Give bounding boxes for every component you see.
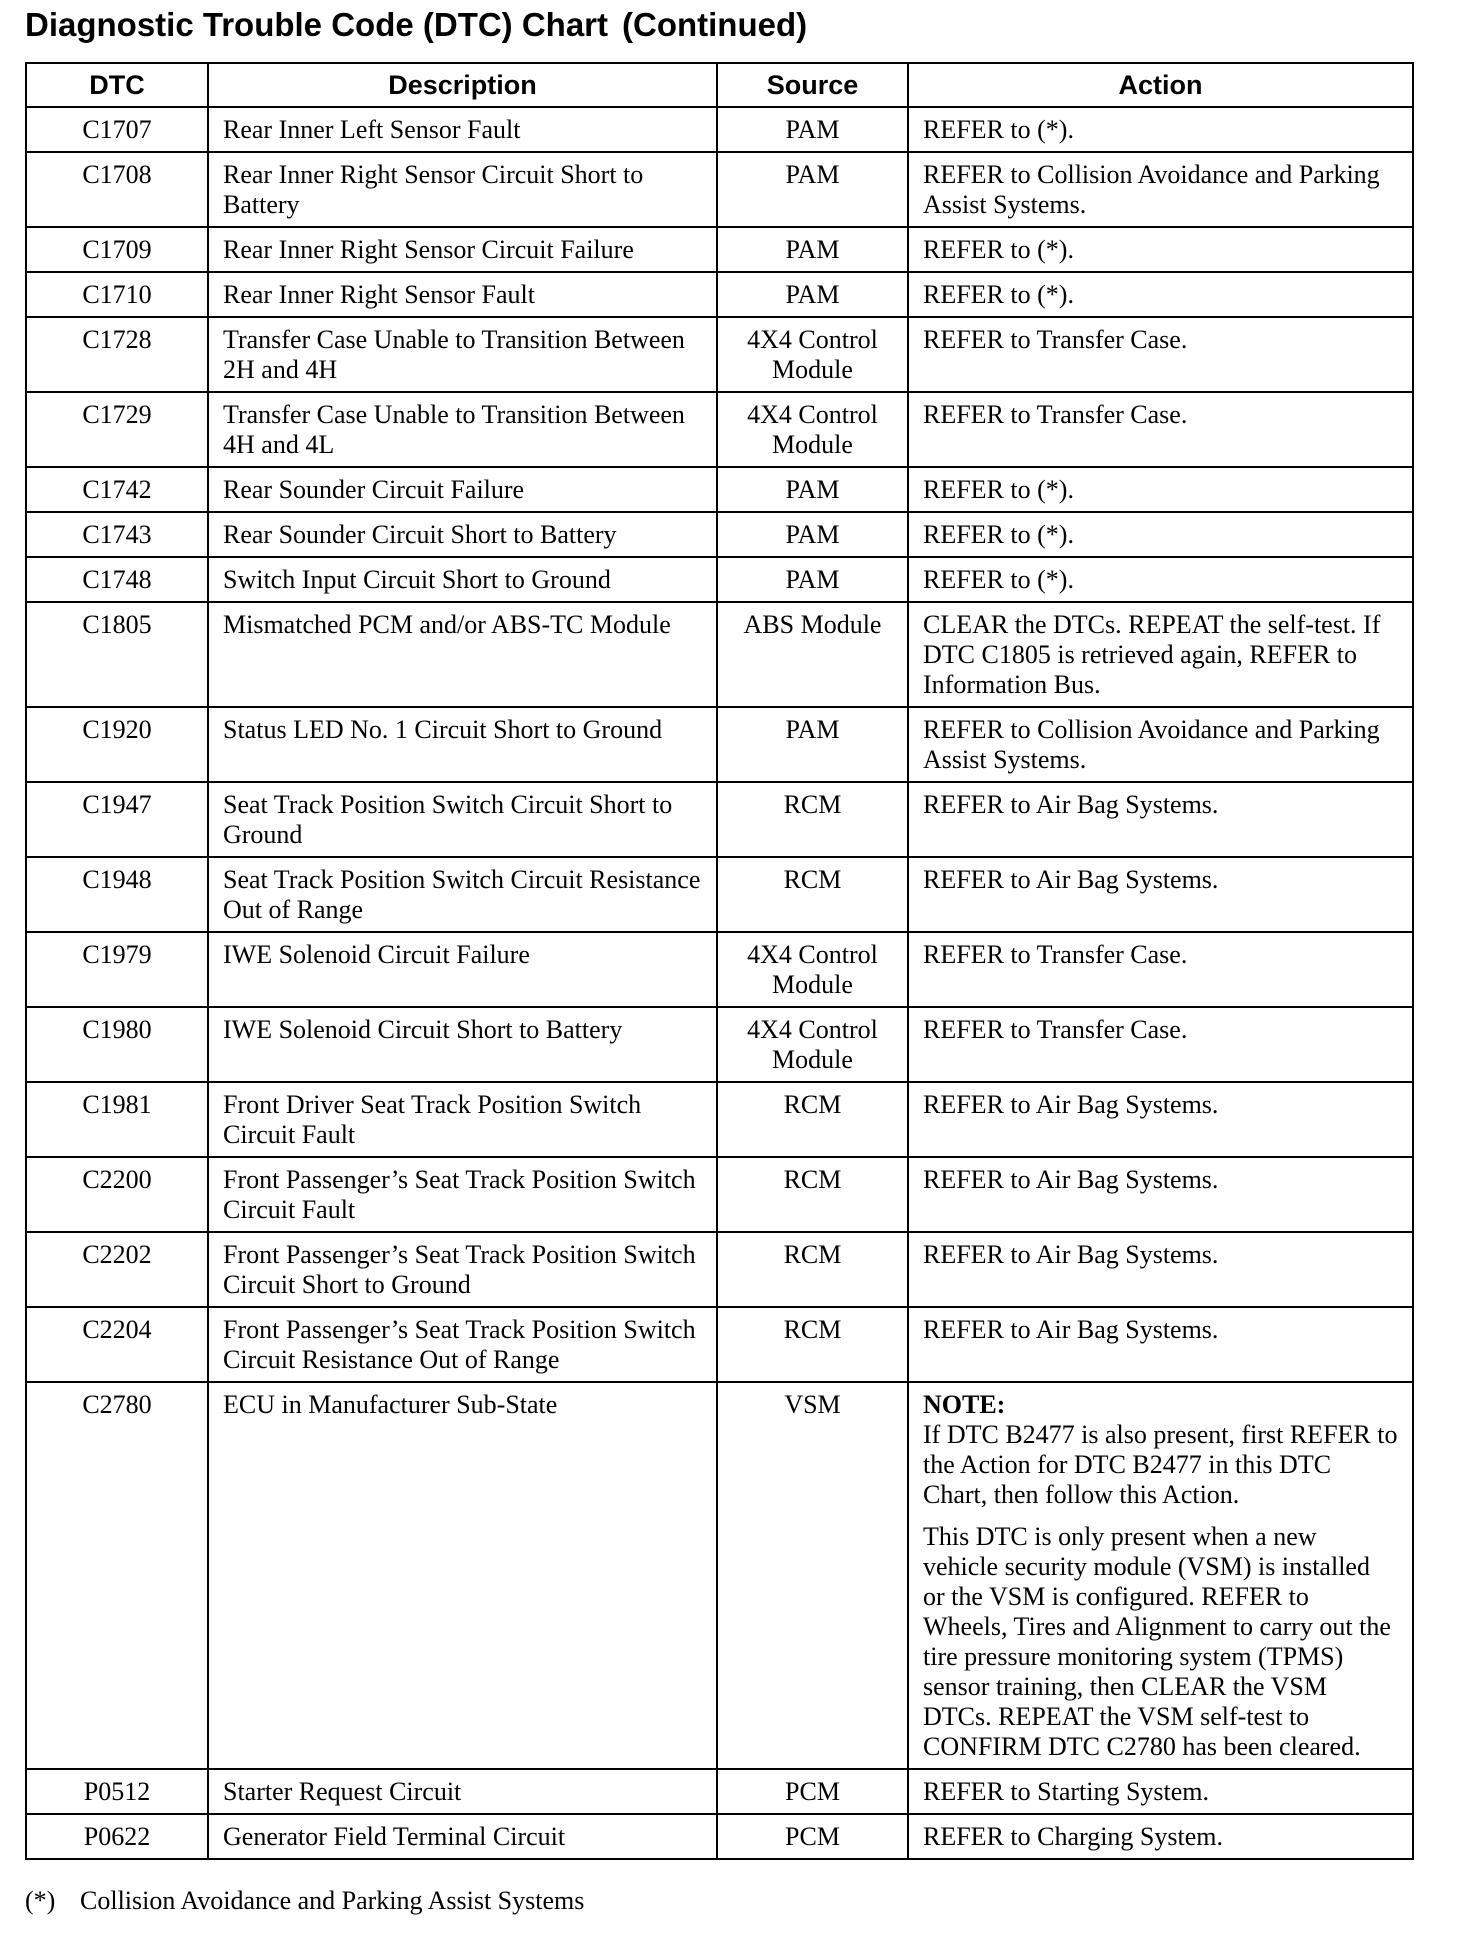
dtc-source: 4X4 Control Module (717, 1007, 908, 1082)
dtc-source: 4X4 Control Module (717, 392, 908, 467)
dtc-code: P0512 (26, 1769, 208, 1814)
dtc-source: RCM (717, 782, 908, 857)
action-paragraph: REFER to Air Bag Systems. (923, 790, 1219, 819)
table-row (26, 557, 1413, 602)
dtc-code: C2202 (26, 1232, 208, 1307)
action-paragraph: This DTC is only present when a new vehicle security module (VSM) is installed or the VSM is configured. REFER to Wheels, Tires and Alignment to carry out the tire pressure monitoring system (TPMS) sensor training, then CLEAR the VSM DTCs. REPEAT the VSM self-test to CONFIRM DTC C2780 has been cleared. (923, 1522, 1391, 1761)
action-paragraph: REFER to Air Bag Systems. (923, 1240, 1219, 1269)
header-description: Description (208, 63, 717, 107)
table-row (26, 857, 1413, 932)
table-row (26, 1007, 1413, 1082)
dtc-code: C1728 (26, 317, 208, 392)
table-row (26, 392, 1413, 467)
dtc-description: Rear Sounder Circuit Short to Battery (208, 512, 717, 557)
dtc-action (908, 1232, 1413, 1307)
dtc-source: RCM (717, 1232, 908, 1307)
dtc-action (908, 932, 1413, 1007)
dtc-description: Rear Inner Right Sensor Circuit Failure (208, 227, 717, 272)
dtc-action (908, 272, 1413, 317)
dtc-action (908, 467, 1413, 512)
dtc-code: C1981 (26, 1082, 208, 1157)
dtc-source: PCM (717, 1814, 908, 1859)
action-paragraph: REFER to Transfer Case. (923, 400, 1188, 429)
dtc-action (908, 152, 1413, 227)
dtc-source: PAM (717, 557, 908, 602)
table-row (26, 1232, 1413, 1307)
dtc-description: Front Passenger’s Seat Track Position Switch Circuit Resistance Out of Range (208, 1307, 717, 1382)
action-paragraph: REFER to Starting System. (923, 1777, 1210, 1806)
action-paragraph: REFER to Transfer Case. (923, 325, 1188, 354)
dtc-source: PAM (717, 707, 908, 782)
dtc-description: Status LED No. 1 Circuit Short to Ground (208, 707, 717, 782)
dtc-code: C1980 (26, 1007, 208, 1082)
dtc-description: Mismatched PCM and/or ABS-TC Module (208, 602, 717, 707)
dtc-source: RCM (717, 1307, 908, 1382)
dtc-source: VSM (717, 1382, 908, 1769)
dtc-action (908, 557, 1413, 602)
table-body (26, 107, 1413, 1859)
dtc-source: PAM (717, 107, 908, 152)
dtc-description: Rear Inner Right Sensor Circuit Short to Battery (208, 152, 717, 227)
table-row (26, 1382, 1413, 1769)
dtc-source: RCM (717, 1157, 908, 1232)
dtc-action (908, 707, 1413, 782)
dtc-source: PAM (717, 512, 908, 557)
dtc-source: PAM (717, 467, 908, 512)
dtc-description: Generator Field Terminal Circuit (208, 1814, 717, 1859)
header-source: Source (717, 63, 908, 107)
action-paragraph: REFER to Transfer Case. (923, 1015, 1188, 1044)
dtc-code: C1710 (26, 272, 208, 317)
table-row (26, 227, 1413, 272)
action-paragraph: REFER to Air Bag Systems. (923, 1090, 1219, 1119)
dtc-description: Rear Sounder Circuit Failure (208, 467, 717, 512)
dtc-source: PAM (717, 152, 908, 227)
dtc-code: C1805 (26, 602, 208, 707)
dtc-source: PAM (717, 272, 908, 317)
action-paragraph: REFER to Collision Avoidance and Parking Assist Systems. (923, 715, 1380, 774)
table-row (26, 1157, 1413, 1232)
dtc-description: Seat Track Position Switch Circuit Resistance Out of Range (208, 857, 717, 932)
dtc-description: Rear Inner Left Sensor Fault (208, 107, 717, 152)
action-paragraph: REFER to Air Bag Systems. (923, 865, 1219, 894)
footnote-marker: (*) (25, 1886, 56, 1915)
dtc-action (908, 1307, 1413, 1382)
action-paragraph: REFER to (*). (923, 565, 1074, 594)
dtc-code: C2200 (26, 1157, 208, 1232)
dtc-description: Starter Request Circuit (208, 1769, 717, 1814)
dtc-code: C1743 (26, 512, 208, 557)
note-label: NOTE: (923, 1390, 1006, 1419)
dtc-action (908, 1157, 1413, 1232)
dtc-source: 4X4 Control Module (717, 317, 908, 392)
action-paragraph: REFER to (*). (923, 115, 1074, 144)
table-row (26, 152, 1413, 227)
dtc-action (908, 1814, 1413, 1859)
action-paragraph: If DTC B2477 is also present, first REFER to the Action for DTC B2477 in this DTC Chart, then follow this Action. (923, 1420, 1398, 1509)
title-suffix: (Continued) (622, 6, 808, 43)
table-row (26, 1307, 1413, 1382)
dtc-action (908, 512, 1413, 557)
table-row (26, 272, 1413, 317)
dtc-source: RCM (717, 857, 908, 932)
dtc-description: Front Driver Seat Track Position Switch Circuit Fault (208, 1082, 717, 1157)
dtc-table (25, 62, 1414, 1860)
dtc-code: C1729 (26, 392, 208, 467)
dtc-code: C1947 (26, 782, 208, 857)
dtc-code: C2204 (26, 1307, 208, 1382)
table-row (26, 1769, 1413, 1814)
table-row (26, 512, 1413, 557)
table-row (26, 467, 1413, 512)
action-paragraph: REFER to Transfer Case. (923, 940, 1188, 969)
table-row (26, 1082, 1413, 1157)
dtc-source: PCM (717, 1769, 908, 1814)
dtc-description: Front Passenger’s Seat Track Position Switch Circuit Short to Ground (208, 1232, 717, 1307)
dtc-action (908, 782, 1413, 857)
dtc-code: C1742 (26, 467, 208, 512)
dtc-description: Transfer Case Unable to Transition Between 2H and 4H (208, 317, 717, 392)
action-paragraph: REFER to (*). (923, 520, 1074, 549)
title-text: Diagnostic Trouble Code (DTC) Chart (25, 6, 609, 43)
dtc-source: 4X4 Control Module (717, 932, 908, 1007)
dtc-description: ECU in Manufacturer Sub-State (208, 1382, 717, 1769)
dtc-action (908, 107, 1413, 152)
dtc-code: C1920 (26, 707, 208, 782)
action-paragraph: REFER to Charging System. (923, 1822, 1223, 1851)
action-paragraph: REFER to Collision Avoidance and Parking Assist Systems. (923, 160, 1380, 219)
dtc-action (908, 1769, 1413, 1814)
dtc-action (908, 1007, 1413, 1082)
footnote-text: Collision Avoidance and Parking Assist Systems (80, 1886, 585, 1915)
dtc-action (908, 1382, 1413, 1769)
dtc-code: C1948 (26, 857, 208, 932)
page-title (25, 6, 807, 44)
action-paragraph: REFER to (*). (923, 475, 1074, 504)
dtc-action (908, 857, 1413, 932)
table-row (26, 707, 1413, 782)
header-action: Action (908, 63, 1413, 107)
dtc-description: IWE Solenoid Circuit Failure (208, 932, 717, 1007)
dtc-code: C1708 (26, 152, 208, 227)
table-row (26, 602, 1413, 707)
dtc-description: Switch Input Circuit Short to Ground (208, 557, 717, 602)
action-paragraph: CLEAR the DTCs. REPEAT the self-test. If DTC C1805 is retrieved again, REFER to Information Bus. (923, 610, 1381, 699)
dtc-action (908, 1082, 1413, 1157)
table-row (26, 107, 1413, 152)
dtc-description: Front Passenger’s Seat Track Position Switch Circuit Fault (208, 1157, 717, 1232)
table-row (26, 317, 1413, 392)
header-dtc: DTC (26, 63, 208, 107)
dtc-action (908, 227, 1413, 272)
action-paragraph: REFER to (*). (923, 235, 1074, 264)
dtc-action (908, 317, 1413, 392)
dtc-description: Seat Track Position Switch Circuit Short to Ground (208, 782, 717, 857)
dtc-code: P0622 (26, 1814, 208, 1859)
table-row (26, 1814, 1413, 1859)
dtc-description: Transfer Case Unable to Transition Between 4H and 4L (208, 392, 717, 467)
dtc-action (908, 392, 1413, 467)
dtc-code: C1707 (26, 107, 208, 152)
dtc-code: C1979 (26, 932, 208, 1007)
action-paragraph: REFER to Air Bag Systems. (923, 1315, 1219, 1344)
dtc-code: C1709 (26, 227, 208, 272)
dtc-source: PAM (717, 227, 908, 272)
dtc-code: C1748 (26, 557, 208, 602)
dtc-code: C2780 (26, 1382, 208, 1769)
footnote (25, 1886, 584, 1916)
table-row (26, 932, 1413, 1007)
action-paragraph: REFER to Air Bag Systems. (923, 1165, 1219, 1194)
dtc-description: IWE Solenoid Circuit Short to Battery (208, 1007, 717, 1082)
action-paragraph: REFER to (*). (923, 280, 1074, 309)
dtc-source: RCM (717, 1082, 908, 1157)
dtc-source: ABS Module (717, 602, 908, 707)
table-row (26, 782, 1413, 857)
header-row (26, 63, 1413, 107)
dtc-description: Rear Inner Right Sensor Fault (208, 272, 717, 317)
dtc-action (908, 602, 1413, 707)
